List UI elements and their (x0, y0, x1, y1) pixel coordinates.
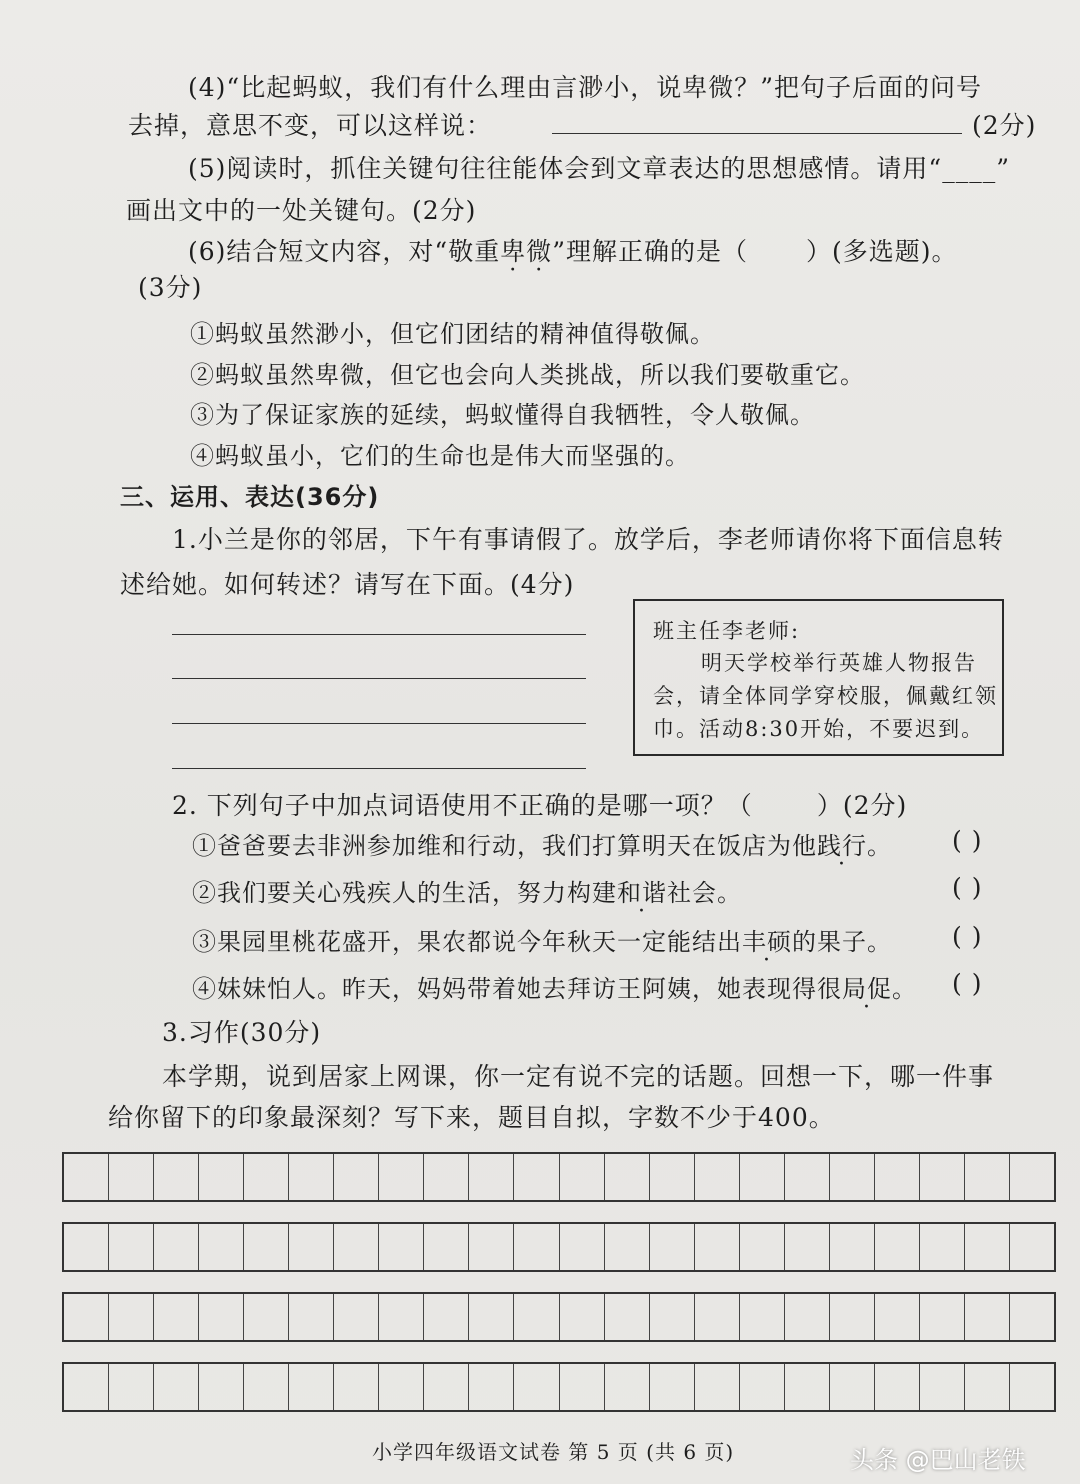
s3q1-answer-line-4[interactable] (172, 768, 586, 769)
notice-line-1: 班主任李老师: (653, 619, 801, 643)
q4-answer-blank[interactable] (552, 133, 962, 134)
q6-option-2: ②蚂蚁虽然卑微，但它也会向人类挑战，所以我们要敬重它。 (190, 361, 865, 389)
s3q2-stem-start: 2. 下列句子中加点词语使用不正确的是哪一项？（ (172, 791, 753, 820)
s3q2-item-4 (192, 969, 917, 1004)
q6-line1 (188, 232, 958, 268)
writing-grid-row-4[interactable] (62, 1362, 1056, 1412)
s3q1-answer-line-3[interactable] (172, 723, 586, 724)
s3q2-item-2 (192, 873, 742, 908)
s3q1-line2: 述给她。如何转述？请写在下面。(4分) (120, 570, 575, 599)
q6-option-4: ④蚂蚁虽小，它们的生命也是伟大而坚强的。 (190, 442, 690, 470)
s3q2-item-1-paren[interactable]: ( ) (952, 826, 983, 855)
s3q2-item-2-dotted: 和谐 (617, 879, 667, 907)
writing-grid-row-2[interactable] (62, 1222, 1056, 1272)
writing-grid-row-1[interactable] (62, 1152, 1056, 1202)
q6-line1-start: (6)结合短文内容，对“敬重 (188, 237, 501, 266)
s3q1-line1: 1.小兰是你的邻居，下午有事请假了。放学后，李老师请你将下面信息转 (172, 525, 1004, 554)
s3q2-stem (172, 786, 907, 822)
s3q2-item-3-post: 的果子。 (792, 928, 892, 956)
q6-line1-end: ）(多选题)。 (806, 237, 958, 266)
s3q1-answer-line-1[interactable] (172, 634, 586, 635)
q4-score: (2分) (972, 111, 1037, 140)
q6-option-3: ③为了保证家族的延续，蚂蚁懂得自我牺牲，令人敬佩。 (190, 401, 815, 429)
s3q2-item-3-pre: ③果园里桃花盛开，果农都说今年秋天一定能结出 (192, 928, 742, 956)
q4-line1: (4)“比起蚂蚁，我们有什么理由言渺小，说卑微？”把句子后面的问号 (188, 73, 982, 102)
q6-dotted-char-1: 卑 (500, 237, 527, 266)
q5-line1: (5)阅读时，抓住关键句往往能体会到文章表达的思想感情。请用“____” (188, 154, 1010, 183)
s3q2-item-1-post: 。 (867, 832, 892, 860)
q6-option-1: ①蚂蚁虽然渺小，但它们团结的精神值得敬佩。 (190, 320, 715, 348)
s3q2-item-3 (192, 922, 892, 957)
s3q3-line2: 给你留下的印象最深刻？写下来，题目自拟，字数不少于400。 (108, 1103, 835, 1132)
s3q2-item-1-dotted: 践行 (817, 832, 867, 860)
q6-dotted-char-2: 微 (526, 237, 553, 266)
s3q3-line1: 本学期，说到居家上网课，你一定有说不完的话题。回想一下，哪一件事 (162, 1062, 995, 1091)
teacher-notice-box (633, 599, 1004, 756)
q4-line2 (128, 106, 1036, 142)
s3q3-title: 3.习作(30分) (162, 1018, 322, 1047)
notice-line-3: 会，请全体同学穿校服，佩戴红领 (653, 684, 998, 708)
q6-line1-mid: ”理解正确的是（ (552, 237, 749, 266)
notice-line-2: 明天学校举行英雄人物报告 (701, 651, 977, 675)
s3q2-item-3-paren[interactable]: ( ) (952, 922, 983, 951)
s3q2-item-3-dotted: 丰硕 (742, 928, 792, 956)
watermark: 头条 @巴山老铁 (850, 1446, 1026, 1474)
s3q2-item-4-dotted: 局促 (842, 975, 892, 1003)
s3q2-item-2-paren[interactable]: ( ) (952, 873, 983, 902)
s3q1-answer-line-2[interactable] (172, 678, 586, 679)
q4-line2-text: 去掉，意思不变，可以这样说： (128, 111, 493, 140)
q5-line2: 画出文中的一处关键句。(2分) (126, 196, 477, 225)
s3q2-item-4-paren[interactable]: ( ) (952, 969, 983, 998)
s3q2-item-1 (192, 826, 892, 861)
s3q2-item-4-post: 。 (892, 975, 917, 1003)
s3q2-item-4-pre: ④妹妹怕人。昨天，妈妈带着她去拜访王阿姨，她表现得很 (192, 975, 842, 1003)
section3-title: 三、运用、表达(36分) (120, 483, 380, 511)
page-footer: 小学四年级语文试卷 第 5 页 (共 6 页) (372, 1440, 735, 1464)
s3q2-stem-end: ）(2分) (816, 791, 908, 820)
writing-grid-row-3[interactable] (62, 1292, 1056, 1342)
notice-line-4: 巾。活动8:30开始，不要迟到。 (653, 717, 985, 741)
s3q2-item-1-pre: ①爸爸要去非洲参加维和行动，我们打算明天在饭店为他 (192, 832, 817, 860)
s3q2-item-2-pre: ②我们要关心残疾人的生活，努力构建 (192, 879, 617, 907)
q6-line2: (3分) (138, 273, 203, 302)
s3q2-item-2-post: 社会。 (667, 879, 742, 907)
